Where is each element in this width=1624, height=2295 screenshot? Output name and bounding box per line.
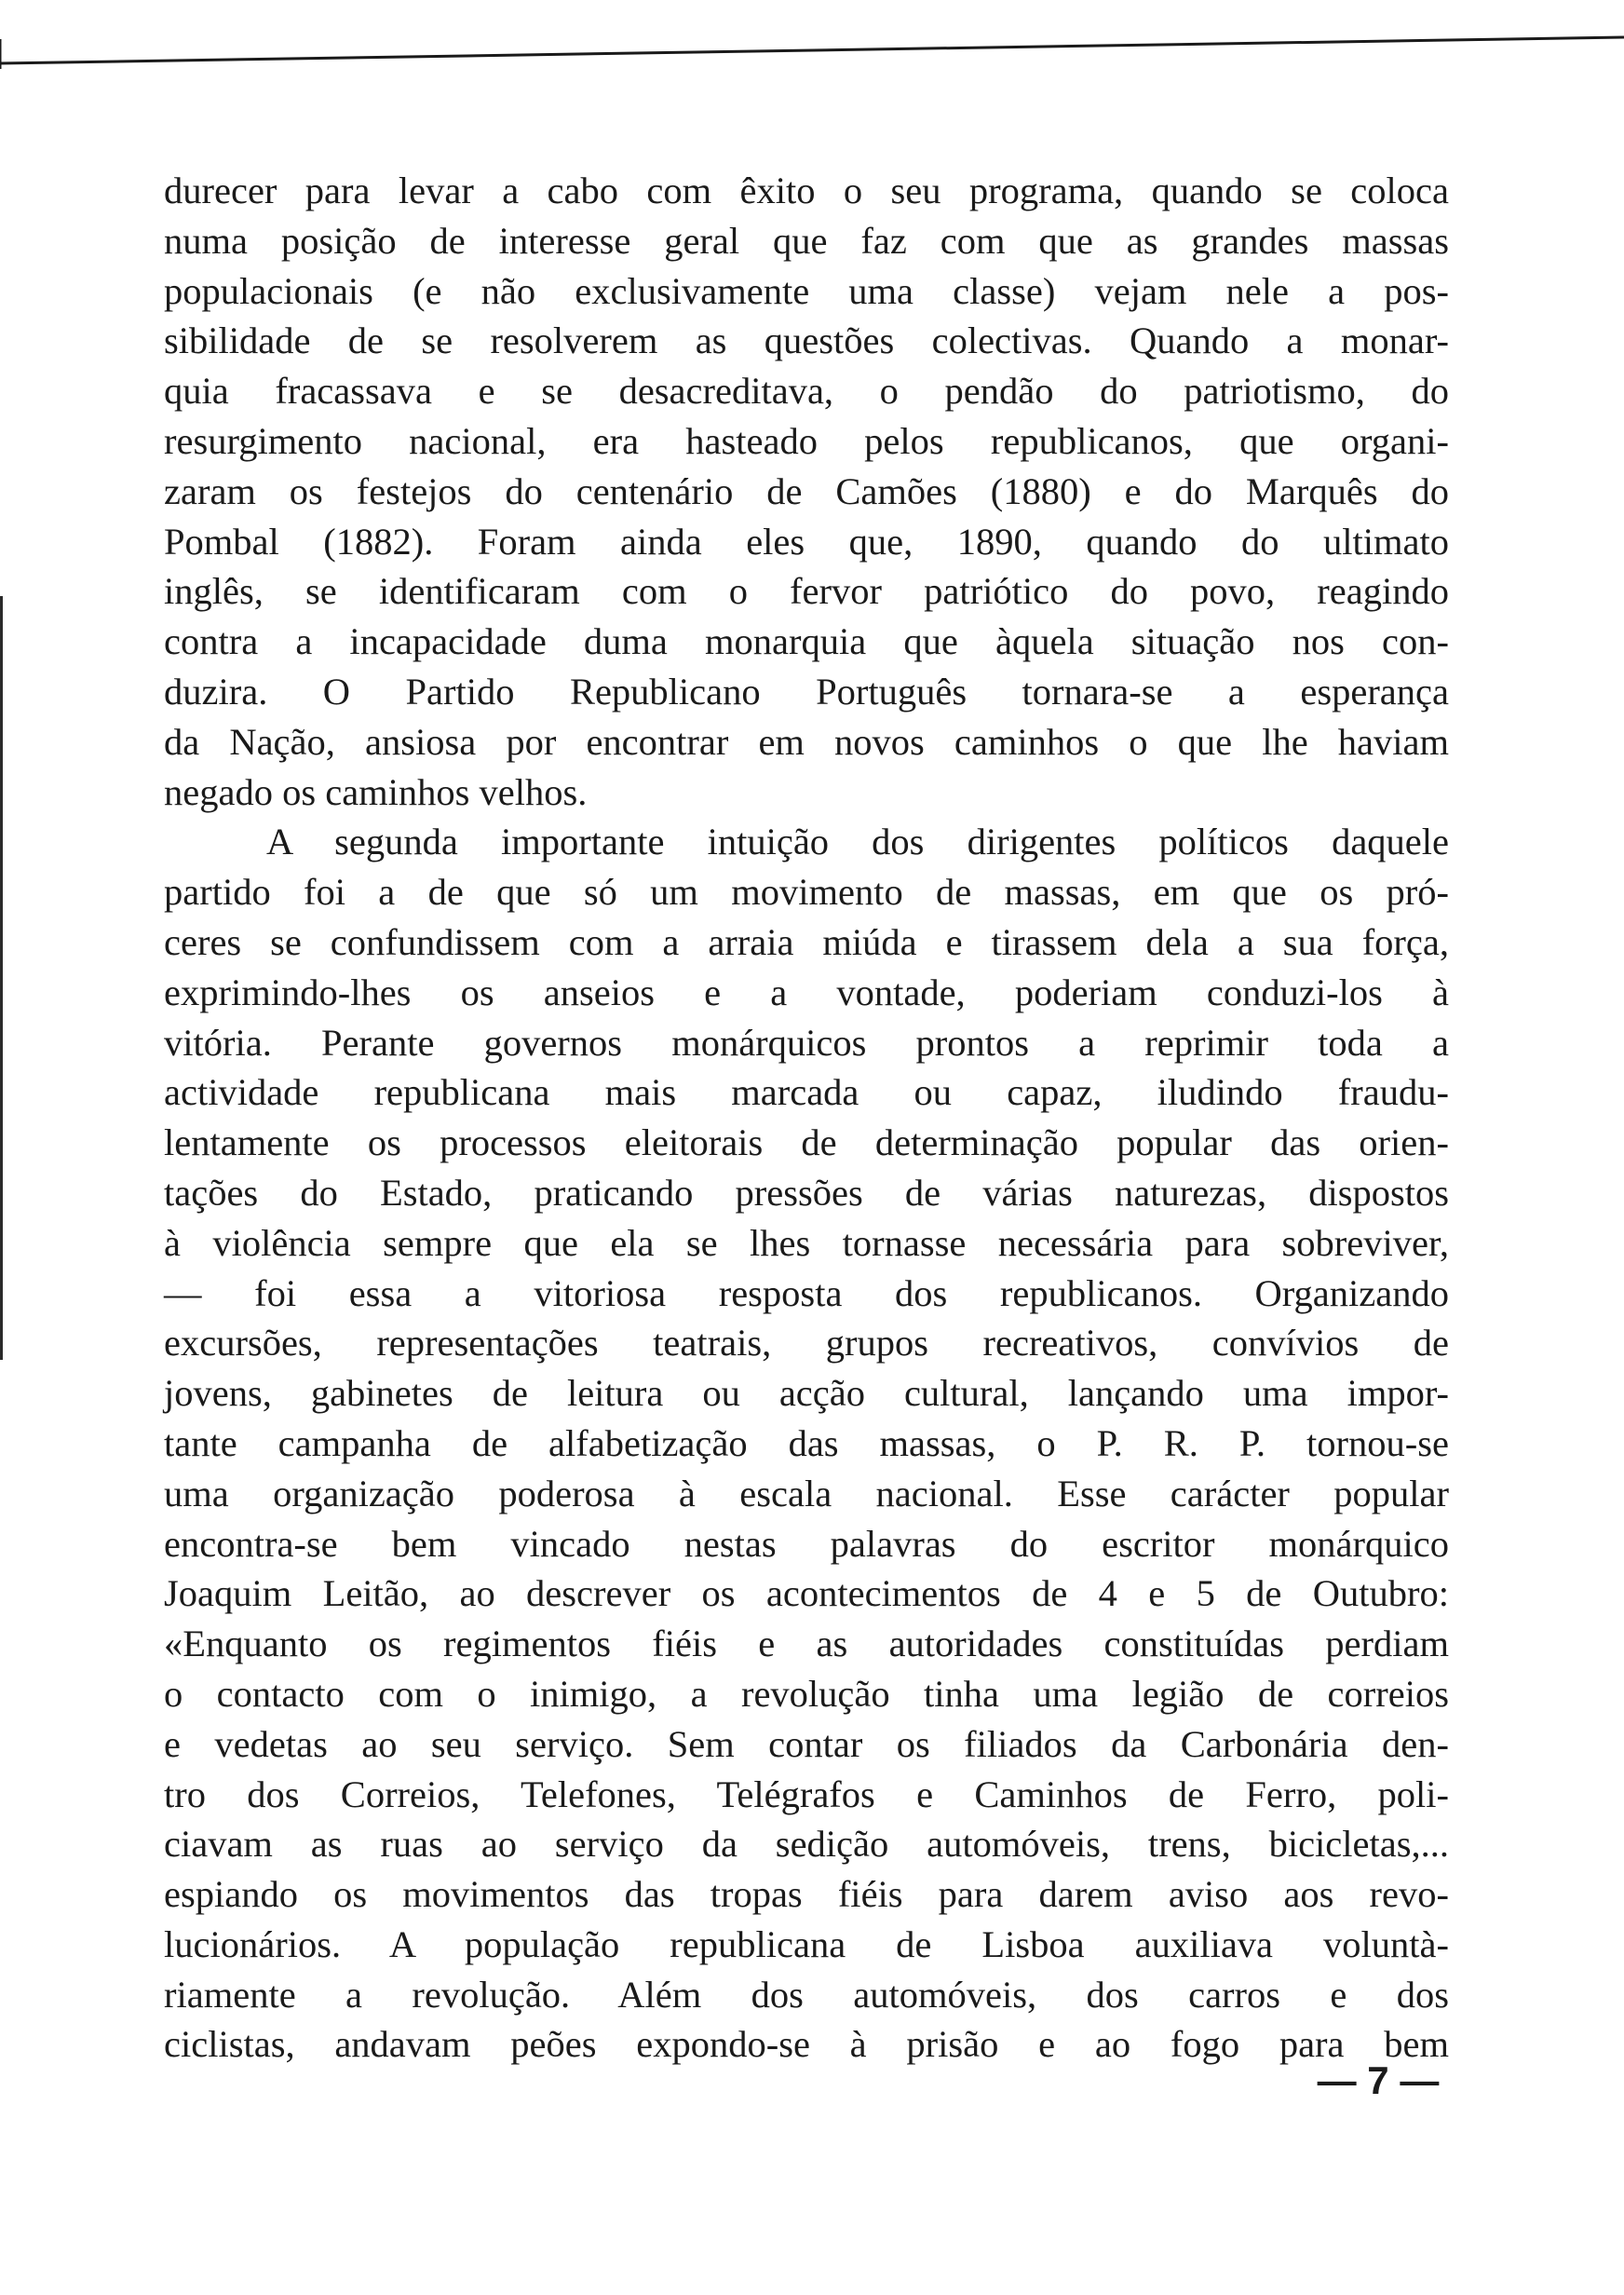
text-line: inglês, se identificaram com o fervor patriótico do povo, reagindo bbox=[164, 570, 1449, 613]
text-line: à violência sempre que ela se lhes tornasse necessária para sobreviver, bbox=[164, 1221, 1449, 1264]
text-line: lentamente os processos eleitorais de determinação popular das orien- bbox=[164, 1121, 1449, 1164]
text-line: vitória. Perante governos monárquicos prontos a reprimir toda a bbox=[164, 1021, 1449, 1064]
text-line: Pombal (1882). Foram ainda eles que, 1890, quando do ultimato bbox=[164, 520, 1449, 563]
body-text bbox=[164, 166, 1449, 2070]
text-line: lucionários. A população republicana de Lisboa auxiliava voluntà- bbox=[164, 1922, 1449, 1965]
text-line: negado os caminhos velhos. bbox=[164, 770, 588, 813]
text-line: tro dos Correios, Telefones, Telégrafos e Caminhos de Ferro, poli- bbox=[164, 1772, 1449, 1815]
text-line: excursões, representações teatrais, grupos recreativos, convívios de bbox=[164, 1322, 1449, 1365]
top-border-rule bbox=[0, 35, 1624, 73]
text-line: A segunda importante intuição dos dirigentes políticos daquele bbox=[266, 821, 1449, 863]
text-line: exprimindo-lhes os anseios e a vontade, poderiam conduzi-los à bbox=[164, 971, 1449, 1013]
text-line: actividade republicana mais marcada ou capaz, iludindo fraudu- bbox=[164, 1071, 1449, 1114]
text-line: quia fracassava e se desacreditava, o pendão do patriotismo, do bbox=[164, 370, 1449, 413]
text-line: espiando os movimentos das tropas fiéis para darem aviso aos revo- bbox=[164, 1873, 1449, 1916]
text-line: ciavam as ruas ao serviço da sedição automóveis, trens, bicicletas,... bbox=[164, 1823, 1449, 1866]
text-line: numa posição de interesse geral que faz com que as grandes massas bbox=[164, 219, 1449, 262]
text-line: uma organização poderosa à escala nacional. Esse carácter popular bbox=[164, 1472, 1449, 1514]
text-line: encontra-se bem vincado nestas palavras do escritor monárquico bbox=[164, 1522, 1449, 1565]
text-line: riamente a revolução. Além dos automóveis, dos carros e dos bbox=[164, 1973, 1449, 2016]
text-line: populacionais (e não exclusivamente uma classe) vejam nele a pos- bbox=[164, 269, 1449, 312]
text-line: tações do Estado, praticando pressões de várias naturezas, dispostos bbox=[164, 1171, 1449, 1214]
text-line: partido foi a de que só um movimento de massas, em que os pró- bbox=[164, 871, 1449, 914]
text-line: durecer para levar a cabo com êxito o seu programa, quando se coloca bbox=[164, 170, 1449, 211]
text-line: Joaquim Leitão, ao descrever os acontecimentos de 4 e 5 de Outubro: bbox=[164, 1572, 1449, 1615]
text-line: «Enquanto os regimentos fiéis e as autoridades constituídas perdiam bbox=[164, 1623, 1449, 1665]
text-line: duzira. O Partido Republicano Português tornara-se a esperança bbox=[164, 670, 1449, 713]
left-margin-mark bbox=[0, 596, 3, 1360]
text-line: ciclistas, andavam peões expondo-se à prisão e ao fogo para bem bbox=[164, 2023, 1449, 2066]
text-line: e vedetas ao seu serviço. Sem contar os filiados da Carbonária den- bbox=[164, 1722, 1449, 1765]
page-number: — 7 — bbox=[1317, 2058, 1440, 2102]
text-line: o contacto com o inimigo, a revolução tinha uma legião de correios bbox=[164, 1672, 1449, 1715]
text-line: ceres se confundissem com a arraia miúda e tirassem dela a sua força, bbox=[164, 920, 1449, 963]
text-line: zaram os festejos do centenário de Camões (1880) e do Marquês do bbox=[164, 469, 1449, 512]
text-line: — foi essa a vitoriosa resposta dos republicanos. Organizando bbox=[164, 1271, 1449, 1314]
text-line: jovens, gabinetes de leitura ou acção cultural, lançando uma impor- bbox=[164, 1372, 1449, 1415]
text-line: sibilidade de se resolverem as questões colectivas. Quando a monar- bbox=[164, 319, 1449, 362]
text-line: resurgimento nacional, era hasteado pelos republicanos, que organi- bbox=[164, 419, 1449, 462]
text-line: da Nação, ansiosa por encontrar em novos caminhos o que lhe haviam bbox=[164, 720, 1449, 763]
text-line: tante campanha de alfabetização das massas, o P. R. P. tornou-se bbox=[164, 1421, 1449, 1464]
text-line: contra a incapacidade duma monarquia que àquela situação nos con- bbox=[164, 620, 1449, 663]
